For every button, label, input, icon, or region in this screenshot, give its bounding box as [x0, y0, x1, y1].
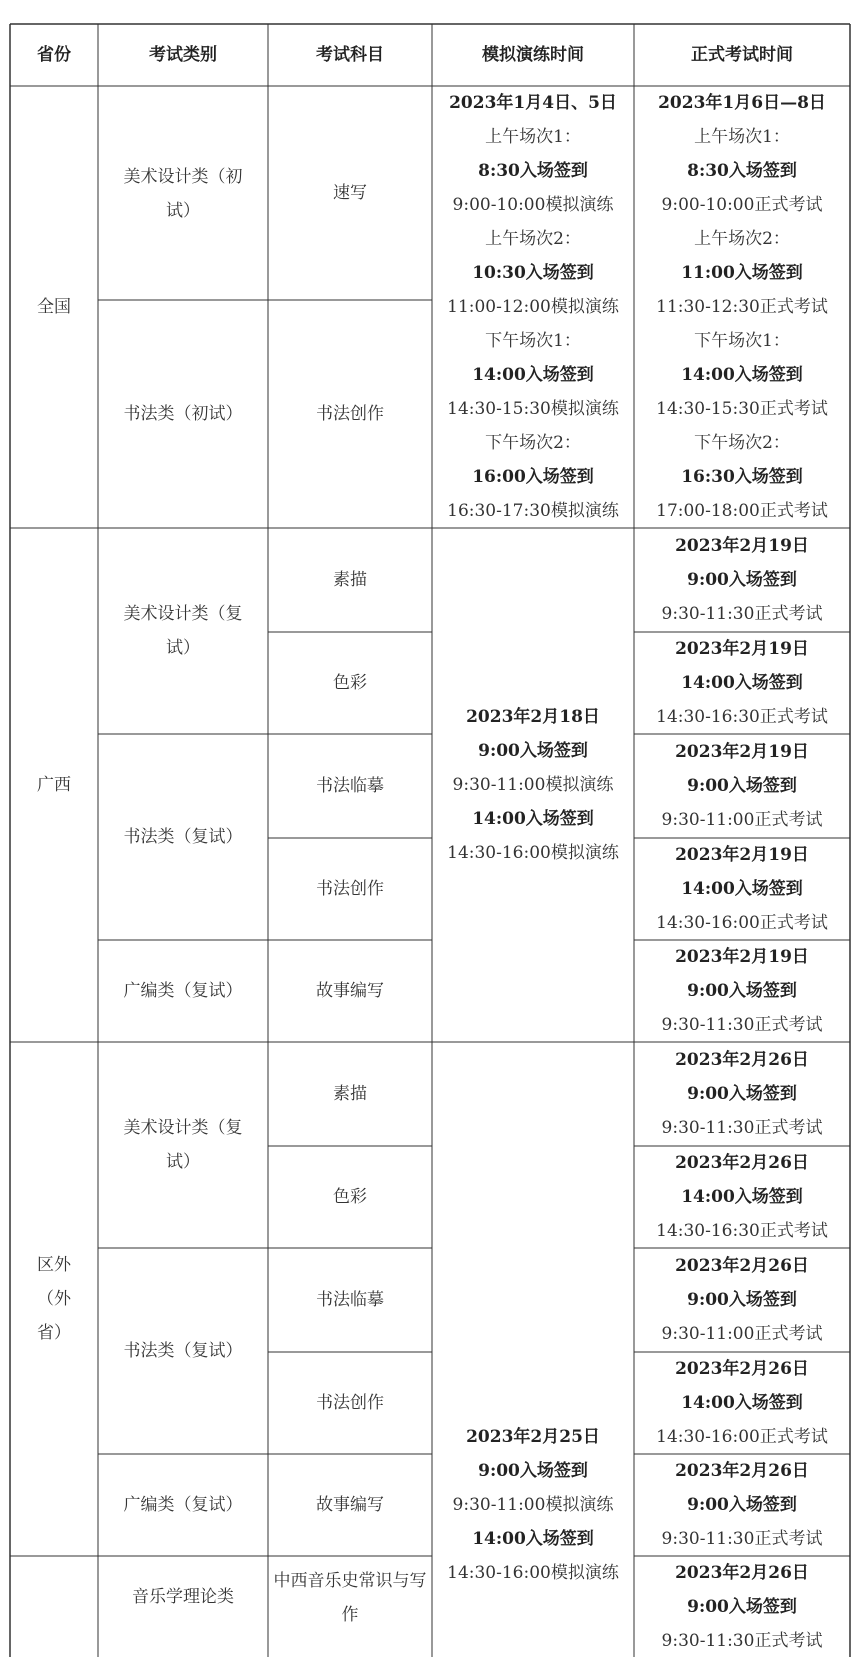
header-province: 省份	[37, 45, 71, 65]
formal-time-slot: 2023年2月26日 14:00入场签到 14:30-16:30正式考试	[656, 1153, 828, 1241]
header-practice-time: 模拟演练时间	[482, 45, 584, 65]
province-guangxi: 广西	[37, 775, 71, 795]
category-art-design-retest: 美术设计类（复试）	[123, 604, 243, 658]
category-art-design-retest-outside: 美术设计类（复试）	[123, 1118, 243, 1172]
formal-time-slot: 2023年2月19日 9:00入场签到 9:30-11:30正式考试	[661, 947, 823, 1035]
formal-time-slot: 2023年2月26日 9:00入场签到 9:30-11:30正式考试	[661, 1563, 823, 1651]
category-calligraphy-retest-outside: 书法类（复试）	[123, 1341, 243, 1361]
subject-calligraphy-creation: 书法创作	[316, 1393, 384, 1413]
header-category: 考试类别	[149, 45, 217, 65]
formal-time-slot: 2023年2月19日 9:00入场签到 9:30-11:30正式考试	[661, 536, 823, 624]
formal-time-slot: 2023年2月19日 9:00入场签到 9:30-11:00正式考试	[661, 742, 823, 830]
subject-calligraphy-creation: 书法创作	[316, 879, 384, 899]
practice-time-national: 2023年1月4日、5日 上午场次1： 8:30入场签到 9:00-10:00模拟演练 上午场次2： 10:30入场签到 11:00-12:00模拟演练 下午场次1： 14:00入场签到 14:30-15:30模拟演练 下午场次2： 16:00入场签到 16:30-17:30模拟演练	[447, 93, 619, 521]
subject-drawing: 素描	[333, 570, 367, 590]
category-calligraphy-initial: 书法类（初试）	[123, 404, 243, 424]
province-outside: 区外（外省）	[37, 1255, 71, 1343]
formal-time-slot: 2023年2月26日 9:00入场签到 9:30-11:00正式考试	[661, 1256, 823, 1344]
formal-time-slot: 2023年2月19日 14:00入场签到 14:30-16:30正式考试	[656, 639, 828, 727]
subject-calligraphy-creation: 书法创作	[316, 404, 384, 424]
header-subject: 考试科目	[316, 45, 384, 65]
category-calligraphy-retest: 书法类（复试）	[123, 827, 243, 847]
subject-music-history: 中西音乐史常识与写作	[273, 1571, 427, 1625]
subject-color: 色彩	[333, 673, 367, 693]
formal-time-slot: 2023年2月26日 9:00入场签到 9:30-11:30正式考试	[661, 1050, 823, 1138]
subject-story-writing: 故事编写	[316, 1495, 384, 1515]
category-broadcast-retest: 广编类（复试）	[123, 981, 243, 1001]
formal-time-slot: 2023年2月26日 14:00入场签到 14:30-16:00正式考试	[656, 1359, 828, 1447]
category-art-design-initial: 美术设计类（初试）	[123, 167, 243, 221]
subject-calligraphy-copy: 书法临摹	[316, 776, 384, 796]
category-music-theory: 音乐学理论类	[132, 1587, 234, 1607]
formal-time-slot: 2023年2月26日 9:00入场签到 9:30-11:30正式考试	[661, 1461, 823, 1549]
province-national: 全国	[37, 297, 71, 317]
formal-time-slot: 2023年2月19日 14:00入场签到 14:30-16:00正式考试	[656, 845, 828, 933]
subject-calligraphy-copy: 书法临摹	[316, 1290, 384, 1310]
category-broadcast-retest-outside: 广编类（复试）	[123, 1495, 243, 1515]
formal-time-national: 2023年1月6日—8日 上午场次1： 8:30入场签到 9:00-10:00正式考试 上午场次2： 11:00入场签到 11:30-12:30正式考试 下午场次1： 14:00入场签到 14:30-15:30正式考试 下午场次2： 16:30入场签到 17:00-18:00正式考试	[656, 93, 828, 521]
subject-color: 色彩	[333, 1187, 367, 1207]
practice-time-guangxi: 2023年2月18日 9:00入场签到 9:30-11:00模拟演练 14:00入场签到 14:30-16:00模拟演练	[447, 707, 619, 863]
header-formal-time: 正式考试时间	[691, 45, 793, 65]
practice-time-outside: 2023年2月25日 9:00入场签到 9:30-11:00模拟演练 14:00入场签到 14:30-16:00模拟演练	[447, 1427, 619, 1583]
subject-story-writing: 故事编写	[316, 981, 384, 1001]
subject-sketch: 速写	[333, 183, 367, 203]
subject-drawing: 素描	[333, 1084, 367, 1104]
